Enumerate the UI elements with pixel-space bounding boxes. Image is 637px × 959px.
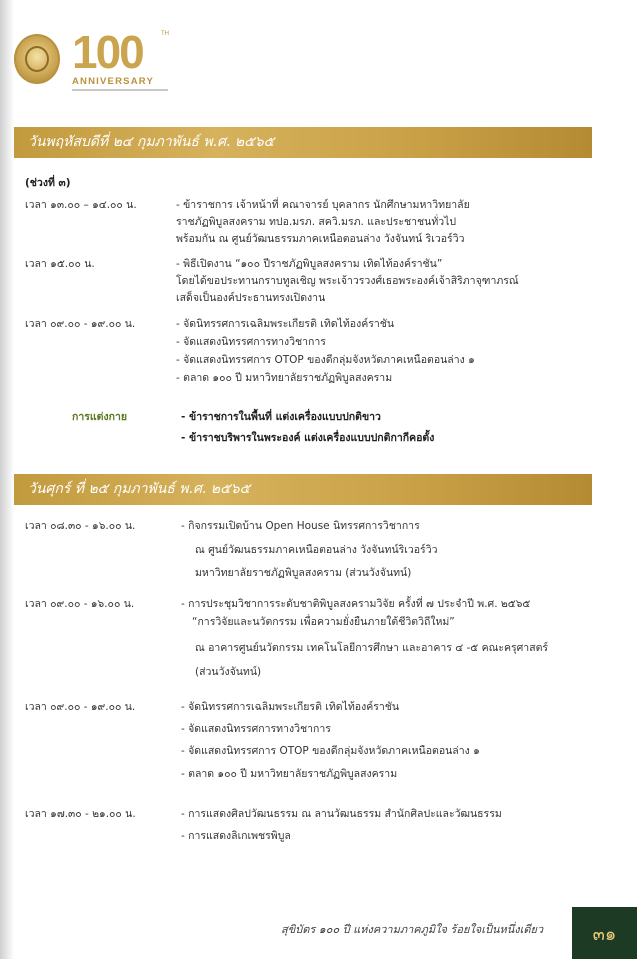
- day2-row2-line4: (ส่วนวังจันทน์): [195, 666, 262, 678]
- day2-header-bar: [14, 474, 592, 505]
- day1-header-bar: [14, 127, 592, 158]
- day1-session: (ช่วงที่ ๓): [25, 177, 71, 189]
- day1-row2-line1: - พิธีเปิดงาน “๑๐๐ ปีราชภัฏพิบูลสงคราม เทิดไท้องค์ราชัน”: [176, 258, 443, 270]
- page-number-box: [572, 907, 637, 959]
- day2-row3-line3: - จัดแสดงนิทรรศการ OTOP ของดีกลุ่มจังหวัดภาคเหนือตอนล่าง ๑: [181, 745, 480, 757]
- day2-row3-time: เวลา ๐๙.๐๐ - ๑๙.๐๐ น.: [25, 701, 136, 713]
- day2-row3-line1: - จัดนิทรรศการเฉลิมพระเกียรติ เทิดไท้องค์ราชัน: [181, 701, 400, 713]
- day2-row1-line1: - กิจกรรมเปิดบ้าน Open House นิทรรศการวิชาการ: [181, 520, 420, 532]
- day1-row2-line2: โดยได้ขอประทานกราบทูลเชิญ พระเจ้าวรวงศ์เธอพระองค์เจ้าสิริภาจุฑาภรณ์: [176, 275, 519, 287]
- day2-row2-line3: ณ อาคารศูนย์นวัตกรรม เทคโนโลยีการศึกษา และอาคาร ๔ -๕ คณะครุศาสตร์: [195, 642, 549, 654]
- day2-row4-time: เวลา ๑๗.๓๐ - ๒๑.๐๐ น.: [25, 808, 136, 820]
- logo-superscript: TH: [161, 31, 169, 37]
- day1-row3-time: เวลา ๐๙.๐๐ - ๑๙.๐๐ น.: [25, 318, 136, 330]
- day2-title: วันศุกร์ ที่ ๒๕ กุมภาพันธ์ พ.ศ. ๒๕๖๕: [28, 481, 251, 497]
- day1-row1-time: เวลา ๑๓.๐๐ – ๑๔.๐๐ น.: [25, 199, 137, 211]
- university-seal-icon: [14, 34, 60, 84]
- day2-row1-line3: มหาวิทยาลัยราชภัฏพิบูลสงคราม (ส่วนวังจันทน์): [195, 567, 412, 579]
- logo-subtext-line: [72, 89, 168, 91]
- day2-row3-line4: - ตลาด ๑๐๐ ปี มหาวิทยาลัยราชภัฏพิบูลสงคราม: [181, 768, 398, 780]
- day1-row2-time: เวลา ๑๕.๐๐ น.: [25, 258, 95, 270]
- day2-row2-time: เวลา ๐๙.๐๐ - ๑๖.๐๐ น.: [25, 598, 135, 610]
- day2-row4-line1: - การแสดงศิลปวัฒนธรรม ณ ลานวัฒนธรรม สำนักศิลปะและวัฒนธรรม: [181, 808, 502, 820]
- day1-row3-line3: - จัดแสดงนิทรรศการ OTOP ของดีกลุ่มจังหวัดภาคเหนือตอนล่าง ๑: [176, 354, 475, 366]
- day2-row2-line1: - การประชุมวิชาการระดับชาติพิบูลสงครามวิจัย ครั้งที่ ๗ ประจำปี พ.ศ. ๒๕๖๕: [181, 598, 531, 610]
- day1-row1-line3: พร้อมกัน ณ ศูนย์วัฒนธรรมภาคเหนือตอนล่าง วังจันทน์ ริเวอร์วิว: [176, 233, 465, 245]
- day2-row2-line2: “การวิจัยและนวัตกรรม เพื่อความยั่งยืนภายใต้ชีวิตวิถีใหม่”: [192, 616, 455, 628]
- day2-row4-line2: - การแสดงลิเกเพชรพิบูล: [181, 830, 291, 842]
- day2-row1-line2: ณ ศูนย์วัฒนธรรมภาคเหนือตอนล่าง วังจันทน์ริเวอร์วิว: [195, 544, 438, 556]
- day1-row3-line2: - จัดแสดงนิทรรศการทางวิชาการ: [176, 336, 326, 348]
- page-number: ๓๑: [592, 924, 617, 945]
- day1-row1-line1: - ข้าราชการ เจ้าหน้าที่ คณาจารย์ บุคลากร นักศึกษามหาวิทยาลัย: [176, 199, 470, 211]
- day1-dress-line2: - ข้าราชบริพารในพระองค์ แต่งเครื่องแบบปกติกากีคอตั้ง: [181, 432, 435, 444]
- day2-row3-line2: - จัดแสดงนิทรรศการทางวิชาการ: [181, 723, 331, 735]
- page-edge-shadow: [0, 0, 14, 959]
- day1-dress-label: การแต่งกาย: [72, 411, 128, 423]
- footer-motto: สุขิบัตร ๑๐๐ ปี แห่งความภาคภูมิใจ ร้อยใจเป็นหนึ่งเดียว: [281, 923, 544, 936]
- day1-row1-line2: ราชภัฏพิบูลสงคราม ทปอ.มรภ. สควิ.มรภ. และประชาชนทั่วไป: [176, 216, 457, 228]
- day2-row1-time: เวลา ๐๘.๓๐ - ๑๖.๐๐ น.: [25, 520, 136, 532]
- day1-row3-line1: - จัดนิทรรศการเฉลิมพระเกียรติ เทิดไท้องค์ราชัน: [176, 318, 395, 330]
- day1-dress-line1: - ข้าราชการในพื้นที่ แต่งเครื่องแบบปกติขาว: [181, 411, 381, 423]
- logo-100: 100: [72, 26, 143, 78]
- day1-row3-line4: - ตลาด ๑๐๐ ปี มหาวิทยาลัยราชภัฏพิบูลสงคราม: [176, 372, 393, 384]
- day1-title: วันพฤหัสบดีที่ ๒๔ กุมภาพันธ์ พ.ศ. ๒๕๖๕: [28, 134, 275, 150]
- day1-row2-line3: เสด็จเป็นองค์ประธานทรงเปิดงาน: [176, 292, 326, 304]
- logo-anniversary: ANNIVERSARY: [72, 76, 154, 87]
